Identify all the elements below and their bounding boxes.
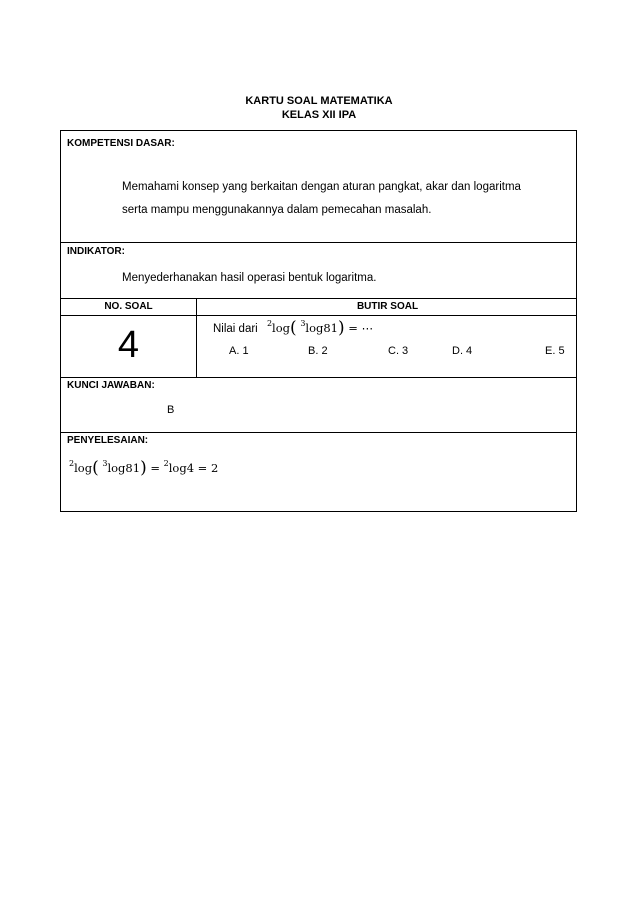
log-base-inner: 3: [300, 319, 306, 328]
close-paren: ): [338, 318, 345, 338]
divider: [61, 242, 576, 243]
divider: [61, 315, 576, 316]
inner-expression: log81: [305, 321, 339, 335]
solution-expression: [69, 457, 218, 477]
kompetensi-line-1: Memahami konsep yang berkaitan dengan aturan pangkat, akar dan logaritma: [122, 181, 521, 193]
option-c: C. 3: [388, 345, 409, 357]
divider: [61, 298, 576, 299]
close-paren: ): [140, 458, 147, 478]
indikator-text: Menyederhanakan hasil operasi bentuk logaritma.: [122, 272, 377, 284]
log-word: log: [272, 321, 291, 335]
option-d: D. 4: [452, 345, 473, 357]
kompetensi-label: KOMPETENSI DASAR:: [67, 138, 175, 149]
inner-expression: log81: [107, 461, 141, 475]
kunci-label: KUNCI JAWABAN:: [67, 380, 155, 391]
question-expression: [261, 318, 374, 338]
option-e: E. 5: [545, 345, 565, 357]
question-text: [213, 317, 373, 337]
open-paren: (: [290, 318, 297, 338]
column-no-soal: NO. SOAL: [104, 301, 153, 312]
card-subtitle: KELAS XII IPA: [281, 109, 357, 121]
column-butir-soal: BUTIR SOAL: [356, 301, 419, 312]
penyelesaian-label: PENYELESAIAN:: [67, 435, 149, 446]
kunci-value: B: [167, 404, 175, 416]
log-base-result: 2: [163, 459, 169, 468]
indikator-label: INDIKATOR:: [67, 246, 125, 257]
card-title: KARTU SOAL MATEMATIKA: [245, 95, 393, 107]
divider: [61, 432, 576, 433]
log-base-inner: 3: [102, 459, 108, 468]
equals-sign: =: [146, 461, 164, 475]
question-tail: = ⋯: [344, 321, 374, 335]
question-number: 4: [117, 324, 140, 366]
question-card: [60, 130, 577, 512]
result-expression: log4 = 2: [168, 461, 219, 475]
log-word: log: [74, 461, 93, 475]
option-a: A. 1: [229, 345, 249, 357]
open-paren: (: [92, 458, 99, 478]
divider: [61, 377, 576, 378]
log-base-outer: 2: [69, 459, 75, 468]
question-prefix: Nilai dari: [213, 323, 258, 335]
column-divider: [196, 298, 197, 377]
log-base-outer: 2: [266, 319, 273, 328]
kompetensi-line-2: serta mampu menggunakannya dalam pemecahan masalah.: [122, 204, 432, 216]
option-b: B. 2: [308, 345, 328, 357]
